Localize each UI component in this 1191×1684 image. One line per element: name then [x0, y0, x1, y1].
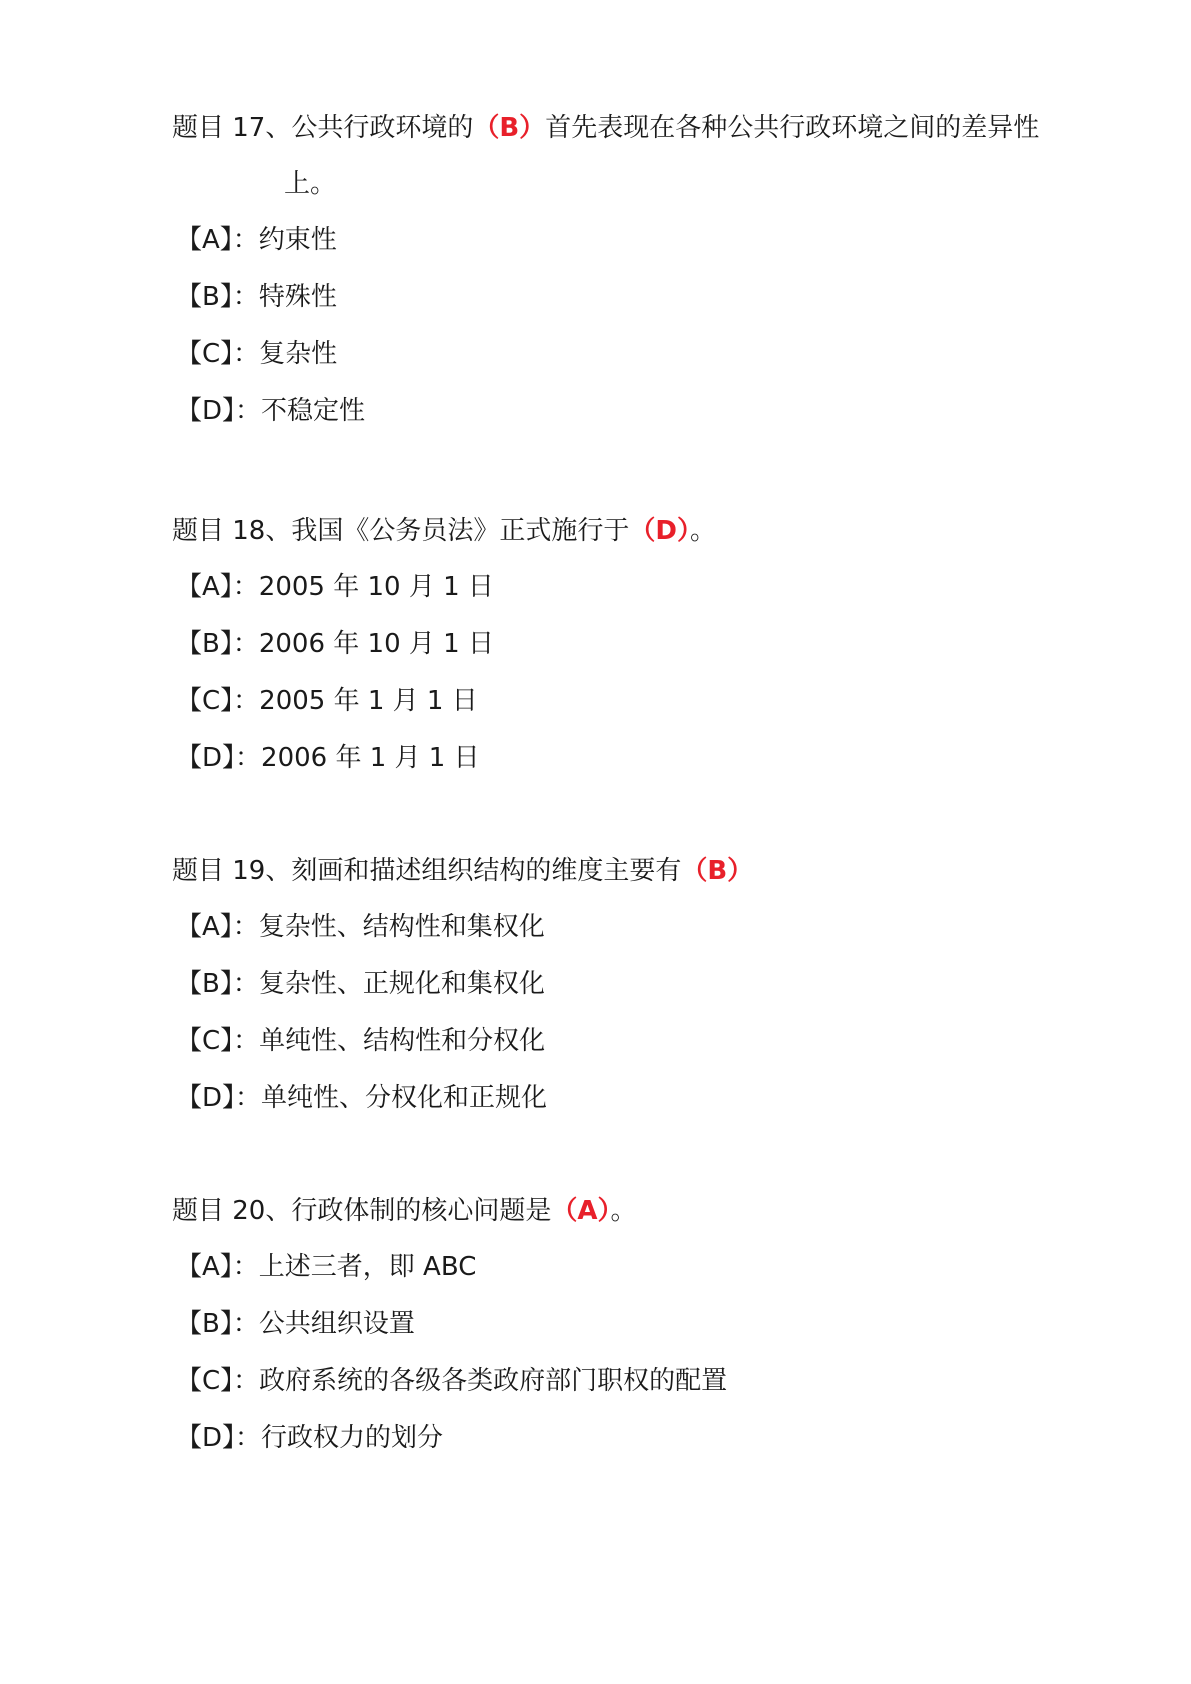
question-text: 题目 18、我国《公务员法》正式施行于: [172, 516, 630, 546]
option-b: 【B】：特殊性: [176, 282, 337, 312]
option-c: 【C】：政府系统的各级各类政府部门职权的配置: [176, 1366, 728, 1396]
option-d: 【D】：不稳定性: [176, 396, 366, 426]
option-a: 【A】：约束性: [176, 225, 337, 255]
option-c: 【C】：2005 年 1 月 1 日: [176, 686, 478, 716]
question-text-suffix: 。: [689, 516, 716, 546]
answer-marker: （A）: [551, 1196, 611, 1226]
answer-marker: （B）: [473, 113, 546, 143]
question-text: 题目 17、公共行政环境的: [172, 113, 474, 143]
option-d: 【D】：2006 年 1 月 1 日: [176, 743, 480, 773]
question-18: [172, 503, 1092, 787]
option-d: 【D】：单纯性、分权化和正规化: [176, 1083, 548, 1113]
question-20: [172, 1183, 1092, 1467]
question-19: [172, 843, 1092, 1127]
question-text-suffix: 。: [610, 1196, 637, 1226]
question-stem: [172, 503, 1092, 559]
question-stem: [172, 843, 1092, 899]
option-b: 【B】：2006 年 10 月 1 日: [176, 629, 494, 659]
option-a: 【A】：2005 年 10 月 1 日: [176, 572, 494, 602]
option-c: 【C】：单纯性、结构性和分权化: [176, 1026, 546, 1056]
option-a: 【A】：上述三者，即 ABC: [176, 1252, 477, 1282]
question-17: [172, 100, 1092, 440]
option-a: 【A】：复杂性、结构性和集权化: [176, 912, 545, 942]
option-c: 【C】：复杂性: [176, 339, 338, 369]
answer-marker: （B）: [681, 856, 754, 886]
option-b: 【B】：复杂性、正规化和集权化: [176, 969, 545, 999]
question-stem: [172, 1183, 1092, 1239]
answer-marker: （D）: [629, 516, 690, 546]
option-b: 【B】：公共组织设置: [176, 1309, 415, 1339]
question-text-suffix: 首先表现在各种公共行政环境之间的差异性: [545, 113, 1040, 143]
question-text: 题目 19、刻画和描述组织结构的维度主要有: [172, 856, 682, 886]
question-stem: [172, 100, 1092, 156]
option-d: 【D】：行政权力的划分: [176, 1423, 444, 1453]
question-continuation: 上。: [284, 169, 337, 199]
question-text: 题目 20、行政体制的核心问题是: [172, 1196, 552, 1226]
